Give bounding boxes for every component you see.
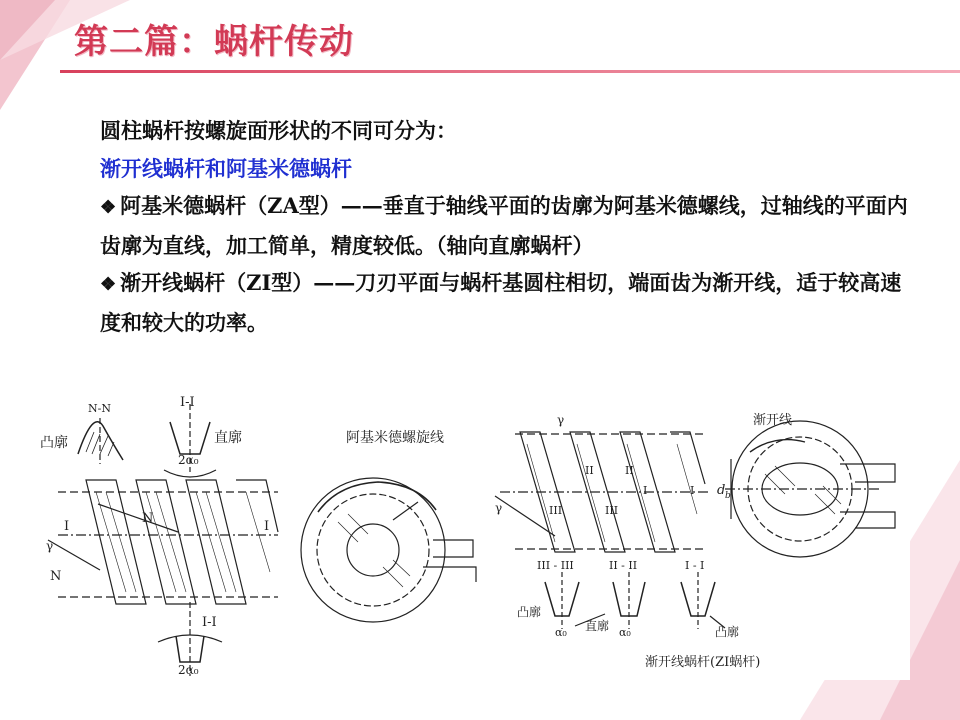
label-alpha0-left: α₀ [555,626,567,639]
intro-line: 圆柱蜗杆按螺旋面形状的不同可分为： [100,118,457,143]
label-ii-top: I-I [180,395,195,410]
label-gamma-left: γ [495,501,503,515]
label-ii-1: II [585,464,594,477]
involute-worm-figure [485,404,910,680]
label-sec-ii: II - II [609,559,638,572]
worm-body [48,480,278,604]
label-n-mid: N [142,511,154,526]
title-divider [60,70,960,73]
label-ii-bottom: I-I [202,615,217,630]
page-title: 第二篇：蜗杆传动 [74,22,354,62]
diamond-bullet-icon: ❖ [100,197,117,218]
worm-body [495,432,710,552]
label-i-mid: I [643,484,648,497]
label-iii-2: III [605,504,619,517]
figure-caption: 渐开线蜗杆(ZI蜗杆) [645,655,761,670]
label-nn: N-N [88,402,111,415]
label-gamma: γ [46,539,54,553]
label-i-left: I [64,519,70,534]
label-convex-right: 凸廓 [715,625,740,639]
label-sec-iii: III - III [537,559,574,572]
category-line: 渐开线蜗杆和阿基米德蜗杆 [100,155,352,181]
label-i-right: I [264,519,270,534]
label-alpha0-right: α₀ [619,626,631,639]
archimedes-worm-figure [38,392,478,680]
za-paragraph [100,187,920,264]
end-view [301,478,476,622]
label-i-right: I [690,484,695,497]
label-archimedes-spiral: 阿基米德螺旋线 [346,430,444,446]
zi-paragraph [100,264,920,341]
label-angle-top: 2α₀ [178,453,199,467]
label-straight: 直廓 [585,619,610,633]
zi-text: 渐开线蜗杆（ZI型）——刀刃平面与蜗杆基圆柱相切，端面齿为渐开线，适于较高速度和较大的功率。 [100,270,902,335]
nn-profile [78,418,123,464]
label-ii-2: II [625,464,634,477]
label-iii-1: III [549,504,563,517]
body-text [100,112,920,341]
label-straight: 直廓 [214,430,242,446]
label-n-bottom: N [50,569,62,584]
za-text: 阿基米德蜗杆（ZA型）——垂直于轴线平面的齿廓为阿基米德螺线，过轴线的平面内齿廓为直线，加工简单，精度较低。（轴向直廓蜗杆） [100,193,908,258]
label-sec-i: I - I [685,559,705,572]
label-db: d [717,483,726,498]
end-view [725,421,895,557]
label-db-sub: b [725,491,731,501]
diamond-bullet-icon: ❖ [100,274,117,295]
label-convex-left: 凸廓 [517,605,542,619]
label-angle-bottom: 2α₀ [178,663,199,677]
section-profiles [545,572,725,629]
label-convex: 凸廓 [40,435,68,451]
label-involute: 渐开线 [753,413,793,428]
label-gamma-top: γ [557,413,565,427]
